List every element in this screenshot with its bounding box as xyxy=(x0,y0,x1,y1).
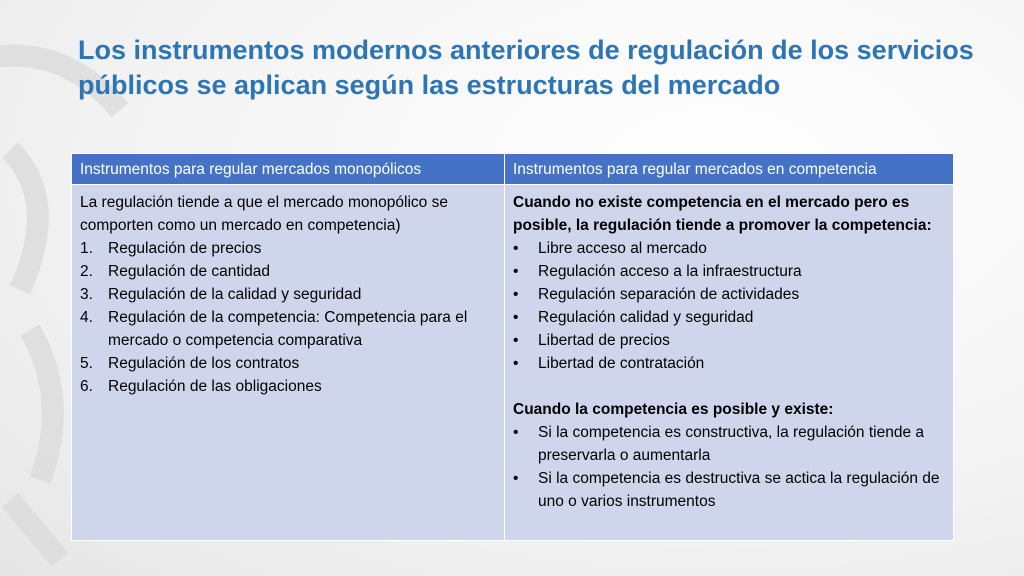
bullet-icon: • xyxy=(513,424,519,441)
left-list xyxy=(80,237,496,398)
list-item: • Regulación calidad y seguridad xyxy=(513,306,945,329)
list-item: • Si la competencia es constructiva, la regulación tiende a preservarla o aumentarla xyxy=(513,421,945,467)
list-item: 2. Regulación de cantidad xyxy=(80,263,271,280)
list-item: • Si la competencia es destructiva se actica la regulación de uno o varios instrumentos xyxy=(513,467,945,513)
header-competition: Instrumentos para regular mercados en competencia xyxy=(505,154,954,185)
list-item: • Libertad de precios xyxy=(513,329,945,352)
comparison-table xyxy=(71,153,954,541)
bullet-icon: • xyxy=(513,263,519,280)
bullet-icon: • xyxy=(513,355,519,372)
table-header-row xyxy=(72,154,954,185)
bullet-icon: • xyxy=(513,332,519,349)
list-item: 5. Regulación de los contratos xyxy=(80,355,300,372)
cell-competition xyxy=(505,185,954,541)
left-intro: La regulación tiende a que el mercado monopólico se comporten como un mercado en competencia) xyxy=(80,194,448,234)
list-item: • Regulación acceso a la infraestructura xyxy=(513,260,945,283)
list-item: • Libre acceso al mercado xyxy=(513,237,945,260)
header-monopolistic: Instrumentos para regular mercados monopólicos xyxy=(72,154,505,185)
list-item: • Libertad de contratación xyxy=(513,352,945,375)
list-item: 3. Regulación de la calidad y seguridad xyxy=(80,286,362,303)
list-item: 1. Regulación de precios xyxy=(80,240,262,257)
bullet-icon: • xyxy=(513,470,519,487)
bullet-icon: • xyxy=(513,240,519,257)
list-item: • Regulación separación de actividades xyxy=(513,283,945,306)
right-heading-2: Cuando la competencia es posible y existe: xyxy=(513,401,834,418)
list-item: 6. Regulación de las obligaciones xyxy=(80,378,322,395)
right-heading-1: Cuando no existe competencia en el mercado pero es posible, la regulación tiende a promover la competencia: xyxy=(513,194,932,234)
spacer xyxy=(513,375,945,398)
slide-title: Los instrumentos modernos anteriores de regulación de los servicios públicos se aplican según las estructuras del mercado xyxy=(78,35,974,100)
table-row xyxy=(72,185,954,541)
bullet-icon: • xyxy=(513,309,519,326)
right-list-2 xyxy=(513,421,945,513)
cell-monopolistic xyxy=(72,185,505,541)
bullet-icon: • xyxy=(513,286,519,303)
right-list-1 xyxy=(513,237,945,375)
list-item: 4. Regulación de la competencia: Competencia para el mercado o competencia comparativa xyxy=(80,309,468,349)
